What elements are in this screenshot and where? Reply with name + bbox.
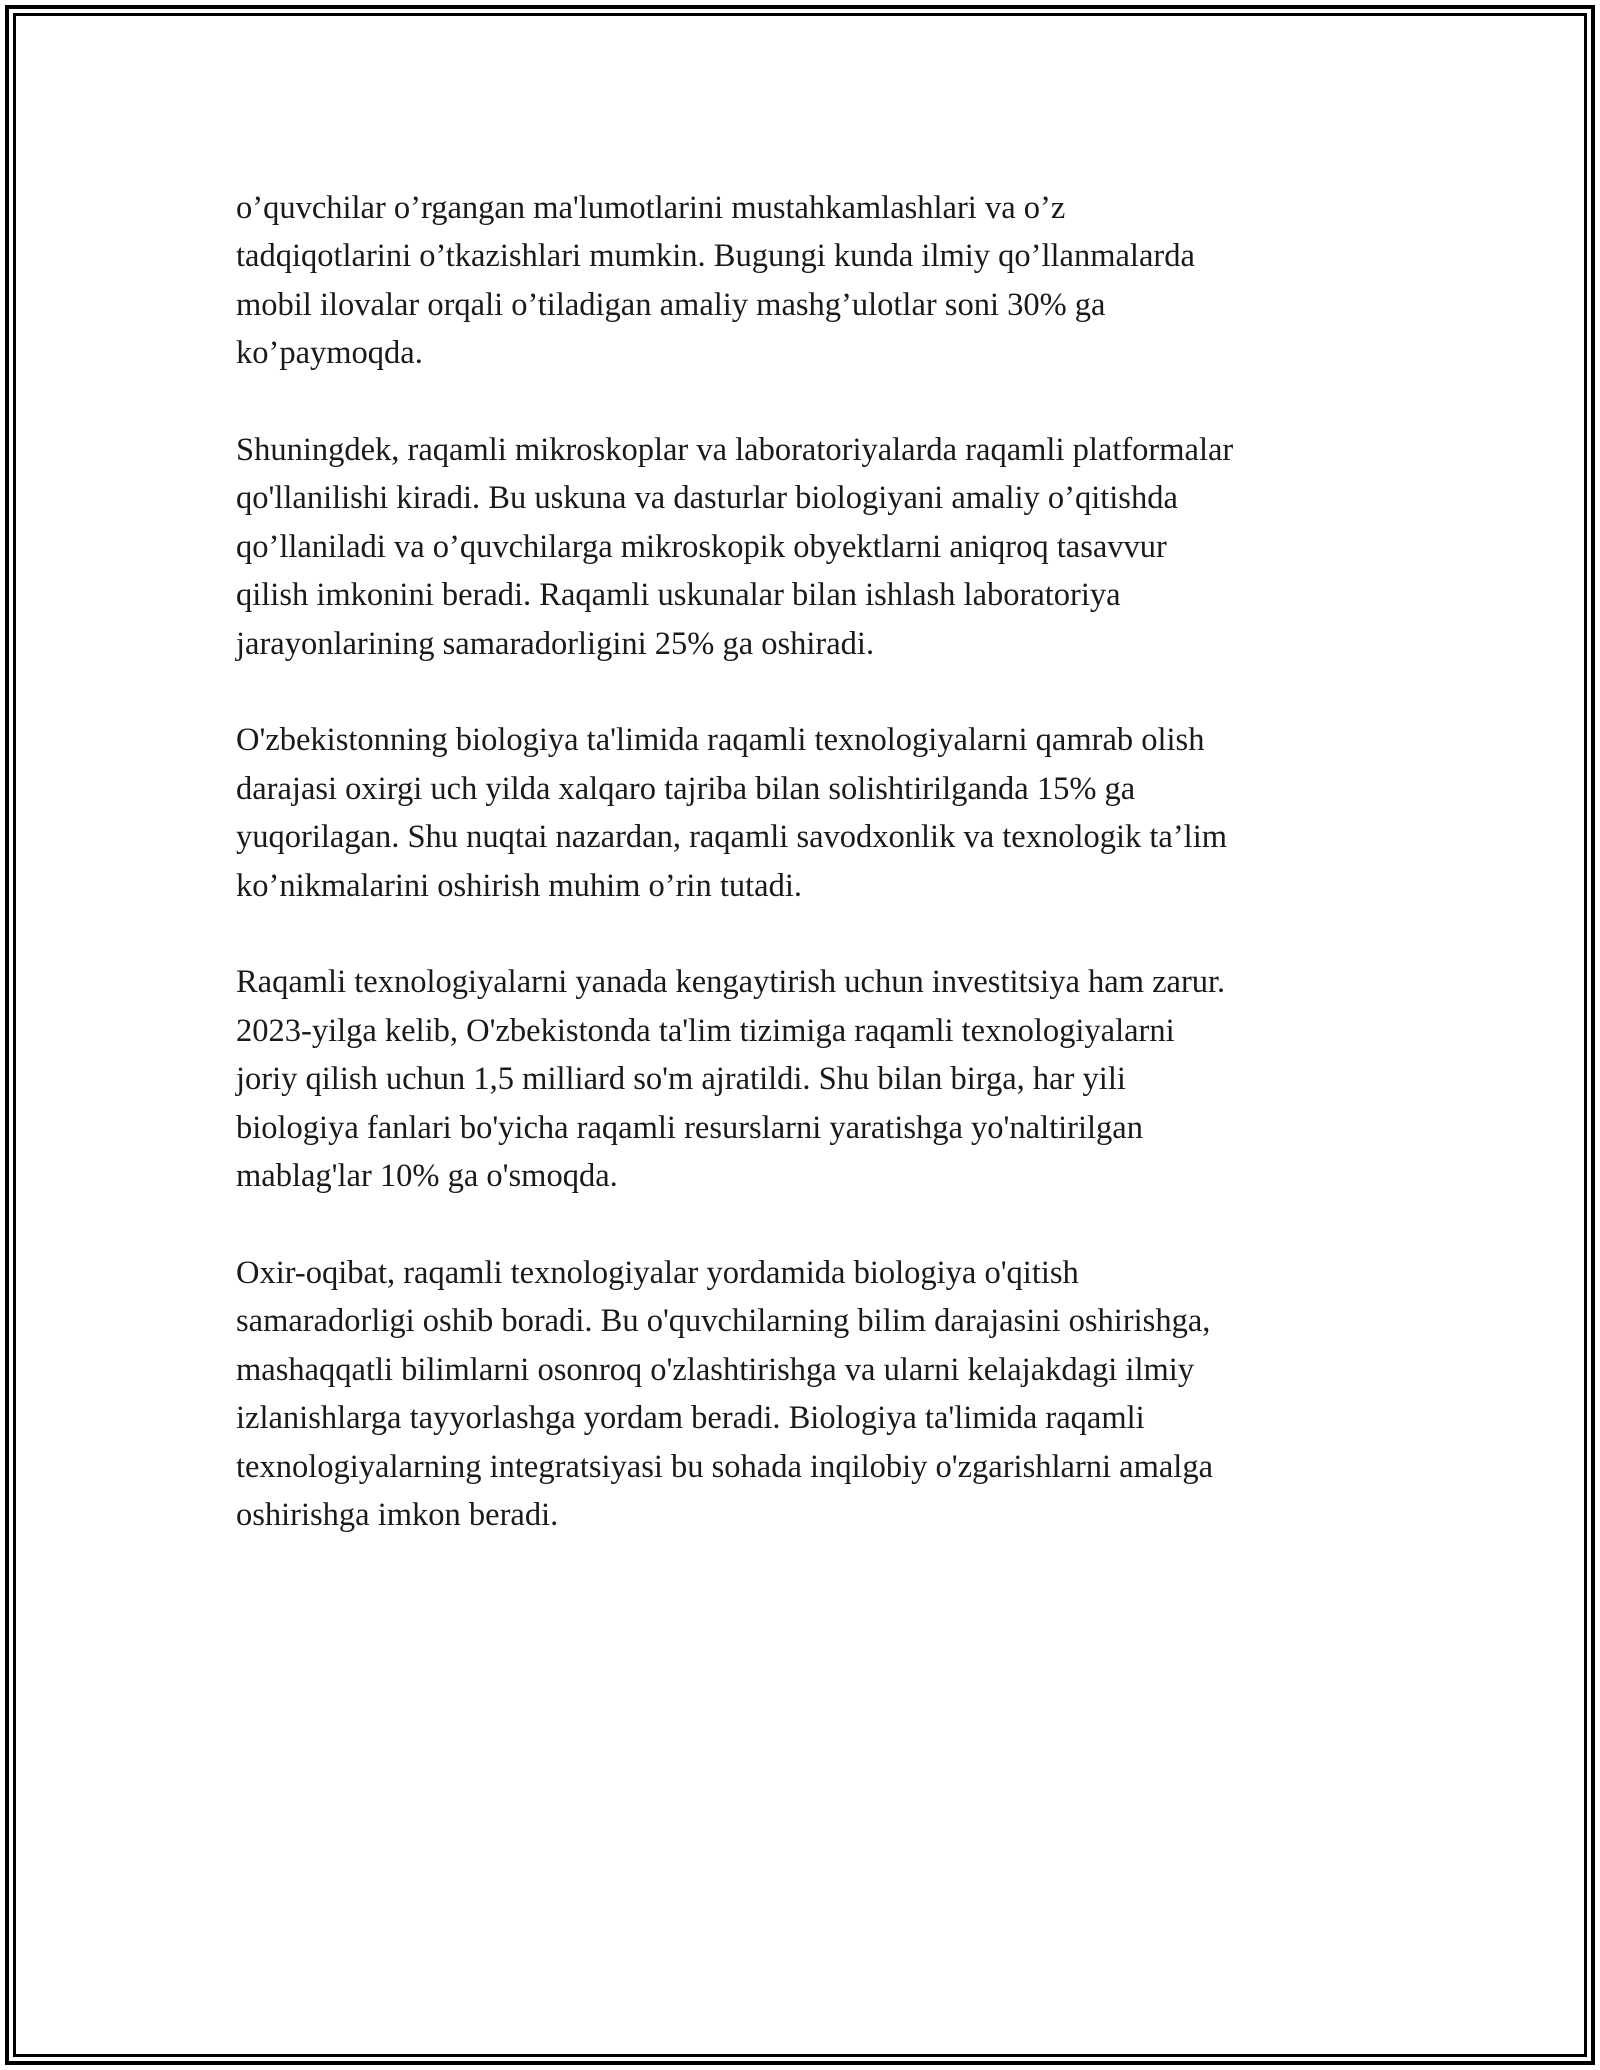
paragraph-2: Shuningdek, raqamli mikroskoplar va laboratoriyalarda raqamli platformalar qo'llanilishi kiradi. Bu uskuna va dasturlar biologiyani amaliy o’qitishda qo’llaniladi va o’quvchilarga mikroskopik obyektlarni aniqroq tasavvur qilish imkonini beradi. Raqamli uskunalar bilan ishlash laboratoriya jarayonlarining samaradorligini 25% ga oshiradi.	[236, 432, 1234, 662]
paragraph-3: O'zbekistonning biologiya ta'limida raqamli texnologiyalarni qamrab olish darajasi oxirgi uch yilda xalqaro tajriba bilan solishtirilganda 15% ga yuqorilagan. Shu nuqtai nazardan, raqamli savodxonlik va texnologik ta’lim ko’nikmalarini oshirish muhim o’rin tutadi.	[236, 722, 1228, 904]
paragraph-5: Oxir-oqibat, raqamli texnologiyalar yordamida biologiya o'qitish samaradorligi oshib boradi. Bu o'quvchilarning bilim darajasini oshirishga, mashaqqatli bilimlarni osonroq o'zlashtirishga va ularni kelajakdagi ilmiy izlanishlarga tayyorlashga yordam beradi. Biologiya ta'limida raqamli texnologiyalarning integratsiyasi bu sohada inqilobiy o'zgarishlarni amalga oshirishga imkon beradi.	[236, 1254, 1213, 1533]
paragraph-1: o’quvchilar o’rgangan ma'lumotlarini mustahkamlashlari va o’z tadqiqotlarini o’tkazishlari mumkin. Bugungi kunda ilmiy qo’llanmalarda mobil ilovalar orqali o’tiladigan amaliy mashg’ulotlar soni 30% ga ko’paymoqda.	[236, 190, 1195, 372]
paragraph-4: Raqamli texnologiyalarni yanada kengaytirish uchun investitsiya ham zarur. 2023-yilga kelib, O'zbekistonda ta'lim tizimiga raqamli texnologiyalarni joriy qilish uchun 1,5 milliard so'm ajratildi. Shu bilan birga, har yili biologiya fanlari bo'yicha raqamli resurslarni yaratishga yo'naltirilgan mablag'lar 10% ga o'smoqda.	[236, 964, 1226, 1195]
document-body	[236, 184, 1366, 1588]
